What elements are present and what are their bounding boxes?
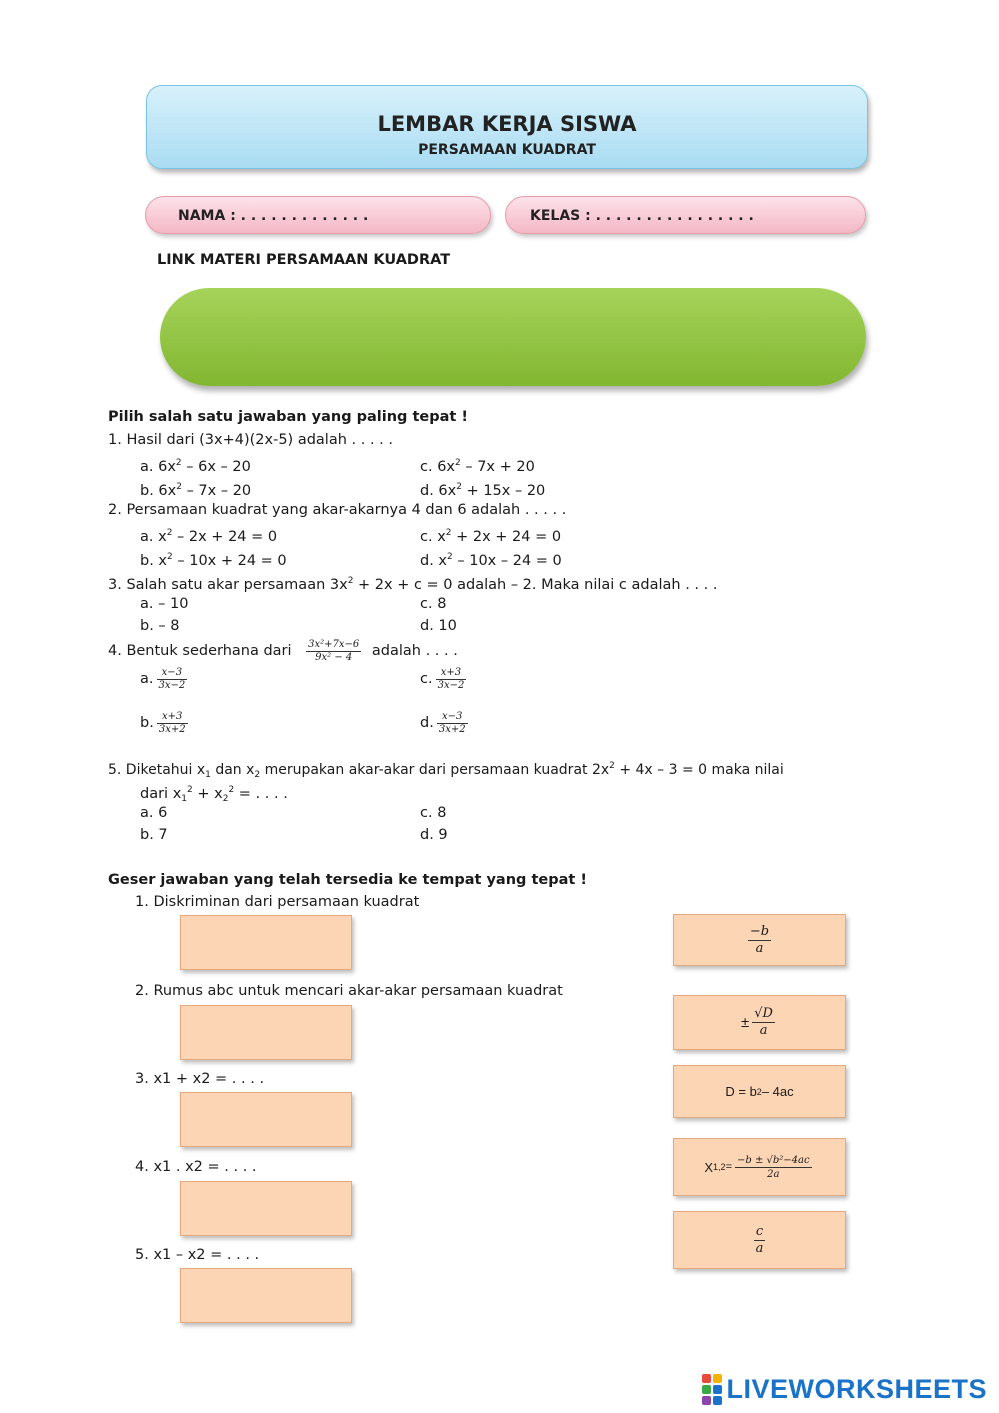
worksheet-header (146, 85, 868, 169)
logo-text: LIVEWORKSHEETS (726, 1373, 987, 1404)
q2-option-c[interactable]: c. $x^2 + 2x + 24 = 0$ (420, 528, 562, 545)
part2-instruction: Geser jawaban yang telah tersedia ke tempat yang tepat ! (108, 872, 587, 888)
q5-option-c[interactable]: c. 8 (420, 805, 447, 821)
drop-target-5[interactable] (180, 1268, 352, 1323)
drop-target-4[interactable] (180, 1181, 352, 1236)
question-1: 1. Hasil dari (3x+4)(2x-5) adalah . . . . . (108, 432, 393, 448)
class-field[interactable]: KELAS : . . . . . . . . . . . . . . . . (505, 196, 866, 234)
q1-option-b[interactable]: b. $6x^2 - 7x - 20$ (140, 482, 252, 499)
worksheet-subtitle: PERSAMAAN KUADRAT (418, 142, 596, 158)
drag-item-4-label: 4. x1 . x2 = . . . . (135, 1159, 257, 1175)
q2-option-a[interactable]: a. $x^2 - 2x + 24 = 0$ (140, 528, 278, 545)
name-field[interactable]: NAMA : . . . . . . . . . . . . . (145, 196, 491, 234)
material-link-button[interactable] (160, 288, 866, 386)
drop-target-2[interactable] (180, 1005, 352, 1060)
drop-target-3[interactable] (180, 1092, 352, 1147)
answer-card-c-over-a[interactable]: $\frac{c}{a}$ (673, 1211, 846, 1269)
q3-option-c[interactable]: c. 8 (420, 596, 447, 612)
question-5-line2: dari $x_1^2 + x_2^2$ = . . . . (140, 785, 288, 804)
answer-card-neg-b-over-a[interactable]: $\frac{-b}{a}$ (673, 914, 846, 966)
q5-option-b[interactable]: b. 7 (140, 827, 168, 843)
q2-option-d[interactable]: d. $x^2 - 10x - 24 = 0$ (420, 552, 562, 569)
question-3: 3. Salah satu akar persamaan $3x^2 + 2x + c = 0$ adalah – 2. Maka nilai c adalah . . . . (108, 576, 718, 593)
drag-item-5-label: 5. x1 – x2 = . . . . (135, 1247, 260, 1263)
question-4: 4. Bentuk sederhana dari $\frac{\text{3x²+7x−6}}{\text{9x² − 4}}$ adalah . . . . (108, 638, 458, 663)
q5-option-d[interactable]: d. 9 (420, 827, 448, 843)
drop-target-1[interactable] (180, 915, 352, 970)
drag-item-2-label: 2. Rumus abc untuk mencari akar-akar persamaan kuadrat (135, 983, 563, 999)
question-5: 5. Diketahui $x_1$ dan $x_2$ merupakan akar-akar dari persamaan kuadrat $2x^2 + 4x - 3 = 0$ maka nilai (108, 761, 784, 780)
q1-option-d[interactable]: d. $6x^2 + 15x - 20$ (420, 482, 546, 499)
drag-item-3-label: 3. x1 + x2 = . . . . (135, 1071, 265, 1087)
q4-option-c[interactable]: c. $\frac{x+3}{3x-2}$ (420, 666, 465, 691)
part1-instruction: Pilih salah satu jawaban yang paling tepat ! (108, 409, 469, 425)
q3-option-d[interactable]: d. 10 (420, 618, 457, 634)
worksheet-title: LEMBAR KERJA SISWA (377, 112, 637, 136)
q4-option-b[interactable]: b. $\frac{x+3}{3x+2}$ (140, 710, 186, 735)
q2-option-b[interactable]: b. $x^2 - 10x + 24 = 0$ (140, 552, 287, 569)
q5-option-a[interactable]: a. 6 (140, 805, 168, 821)
q4-option-d[interactable]: d. $\frac{x-3}{3x+2}$ (420, 710, 466, 735)
answer-card-sqrt-d-over-a[interactable]: ± $\frac{√D}{a}$ (673, 995, 846, 1050)
q1-option-a[interactable]: a. $6x^2 - 6x - 20$ (140, 458, 251, 475)
q1-option-c[interactable]: c. $6x^2 - 7x + 20$ (420, 458, 535, 475)
q3-option-b[interactable]: b. – 8 (140, 618, 180, 634)
q4-option-a[interactable]: a. $\frac{x-3}{3x-2}$ (140, 666, 186, 691)
drag-item-1-label: 1. Diskriminan dari persamaan kuadrat (135, 894, 420, 910)
liveworksheets-logo (702, 1372, 987, 1406)
question-2: 2. Persamaan kuadrat yang akar-akarnya 4 dan 6 adalah . . . . . (108, 502, 567, 518)
link-label: LINK MATERI PERSAMAAN KUADRAT (157, 252, 451, 268)
answer-card-discriminant[interactable]: D = b 2 – 4ac (673, 1065, 846, 1118)
q3-option-a[interactable]: a. – 10 (140, 596, 189, 612)
logo-grid-icon (702, 1374, 722, 1405)
answer-card-abc-formula[interactable]: X 1,2 = $\frac{\text{−b ± √b²−4ac}}{2a}$ (673, 1138, 846, 1196)
